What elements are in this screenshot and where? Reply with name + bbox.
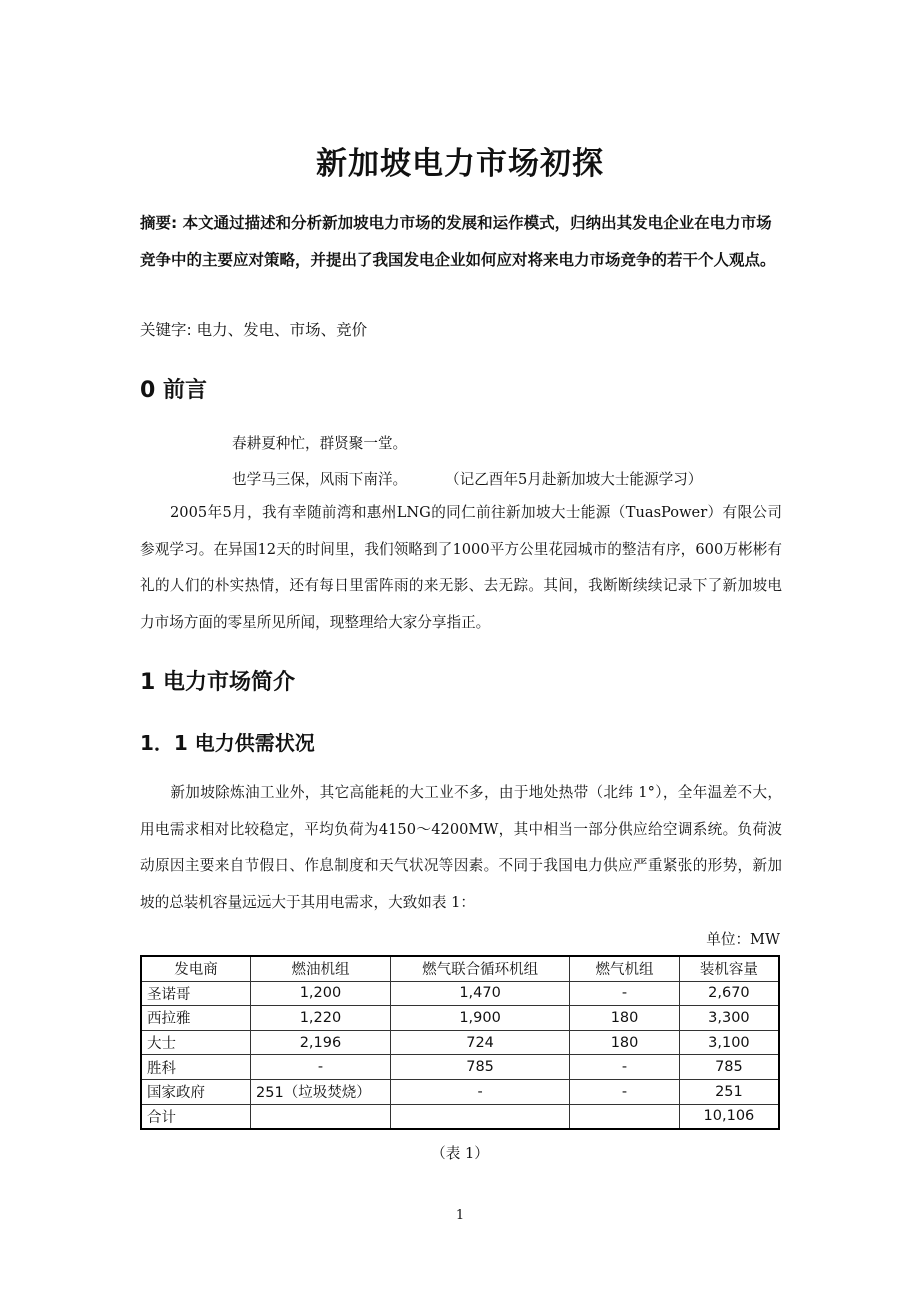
poem-note: （记乙酉年5月赴新加坡大士能源学习） (445, 471, 703, 488)
table-cell: 251 (679, 1079, 779, 1104)
table-cell: 724 (390, 1030, 569, 1055)
table-row (141, 1079, 779, 1104)
table-total-row (141, 1104, 779, 1129)
section-heading-market-intro: 1 电力市场简介 (140, 670, 295, 695)
table-cell: 10,106 (679, 1104, 779, 1129)
preface-paragraph-text: 2005年5月，我有幸随前湾和惠州LNG的同仁前往新加坡大士能源（TuasPower）有限公司参观学习。在异国12天的时间里，我们领略到了1000平方公里花园城市的整洁有序，600万彬彬有礼的人们的朴实热情，还有每日里雷阵雨的来无影、去无踪。其间，我断断续续记录下了新加坡电力市场方面的零星所见所闻，现整理给大家分享指正。 (140, 504, 782, 631)
table-cell: - (251, 1055, 391, 1080)
table-cell: 圣诺哥 (141, 981, 251, 1006)
table-cell: 3,300 (679, 1006, 779, 1031)
table-row (141, 1030, 779, 1055)
table-cell: 合计 (141, 1104, 251, 1129)
table-cell: 1,470 (390, 981, 569, 1006)
table-cell: - (570, 1079, 680, 1104)
table-cell: 大士 (141, 1030, 251, 1055)
table-cell: 1,220 (251, 1006, 391, 1031)
supply-demand-paragraph-text: 新加坡除炼油工业外，其它高能耗的大工业不多，由于地处热带（北纬 1°），全年温差不大，用电需求相对比较稳定，平均负荷为4150～4200MW，其中相当一部分供应给空调系统。负荷波动原因主要来自节假日、作息制度和天气状况等因素。不同于我国电力供应严重紧张的形势，新加坡的总装机容量远远大于其用电需求，大致如表 1： (140, 784, 782, 911)
table-cell (251, 1104, 391, 1129)
table-cell: 2,670 (679, 981, 779, 1006)
table-cell: - (390, 1079, 569, 1104)
subsection-heading-supply-demand: 1．1 电力供需状况 (140, 731, 315, 755)
table-header: 发电商 (141, 956, 251, 981)
table-cell: 国家政府 (141, 1079, 251, 1104)
table-row (141, 1055, 779, 1080)
table-cell: 西拉雅 (141, 1006, 251, 1031)
poem-line-1: 春耕夏种忙，群贤聚一堂。 (232, 435, 408, 452)
table-cell: 785 (390, 1055, 569, 1080)
table-cell: 3,100 (679, 1030, 779, 1055)
table-cell: 1,900 (390, 1006, 569, 1031)
table-cell: - (570, 1055, 680, 1080)
table-cell (570, 1104, 680, 1129)
table-caption: （表 1） (431, 1145, 489, 1162)
table-header: 装机容量 (679, 956, 779, 981)
page-number: 1 (455, 1208, 465, 1223)
table-header: 燃气联合循环机组 (390, 956, 569, 981)
table-cell: 180 (570, 1030, 680, 1055)
poem-line-2: 也学马三保，风雨下南洋。 (232, 471, 408, 488)
table-cell: 1,200 (251, 981, 391, 1006)
preface-paragraph (140, 495, 782, 641)
document-title: 新加坡电力市场初探 (316, 146, 604, 182)
table-row (141, 1006, 779, 1031)
table-cell (390, 1104, 569, 1129)
table-cell: 2,196 (251, 1030, 391, 1055)
table-header-row (141, 956, 779, 981)
abstract: 摘要: 本文通过描述和分析新加坡电力市场的发展和运作模式，归纳出其发电企业在电力市场竞争中的主要应对策略，并提出了我国发电企业如何应对将来电力市场竞争的若干个人观点。 (140, 214, 776, 269)
table-cell: 胜科 (141, 1055, 251, 1080)
table-header: 燃气机组 (570, 956, 680, 981)
table-cell: 785 (679, 1055, 779, 1080)
table-header: 燃油机组 (251, 956, 391, 981)
keywords: 关键字: 电力、发电、市场、竞价 (140, 321, 368, 339)
section-heading-preface: 0 前言 (140, 378, 207, 403)
supply-demand-paragraph (140, 775, 782, 921)
table-row (141, 981, 779, 1006)
table-cell: - (570, 981, 680, 1006)
table-cell: 251（垃圾焚烧） (251, 1079, 391, 1104)
table-cell: 180 (570, 1006, 680, 1031)
capacity-table (140, 955, 780, 1130)
table-unit: 单位：MW (706, 931, 780, 948)
